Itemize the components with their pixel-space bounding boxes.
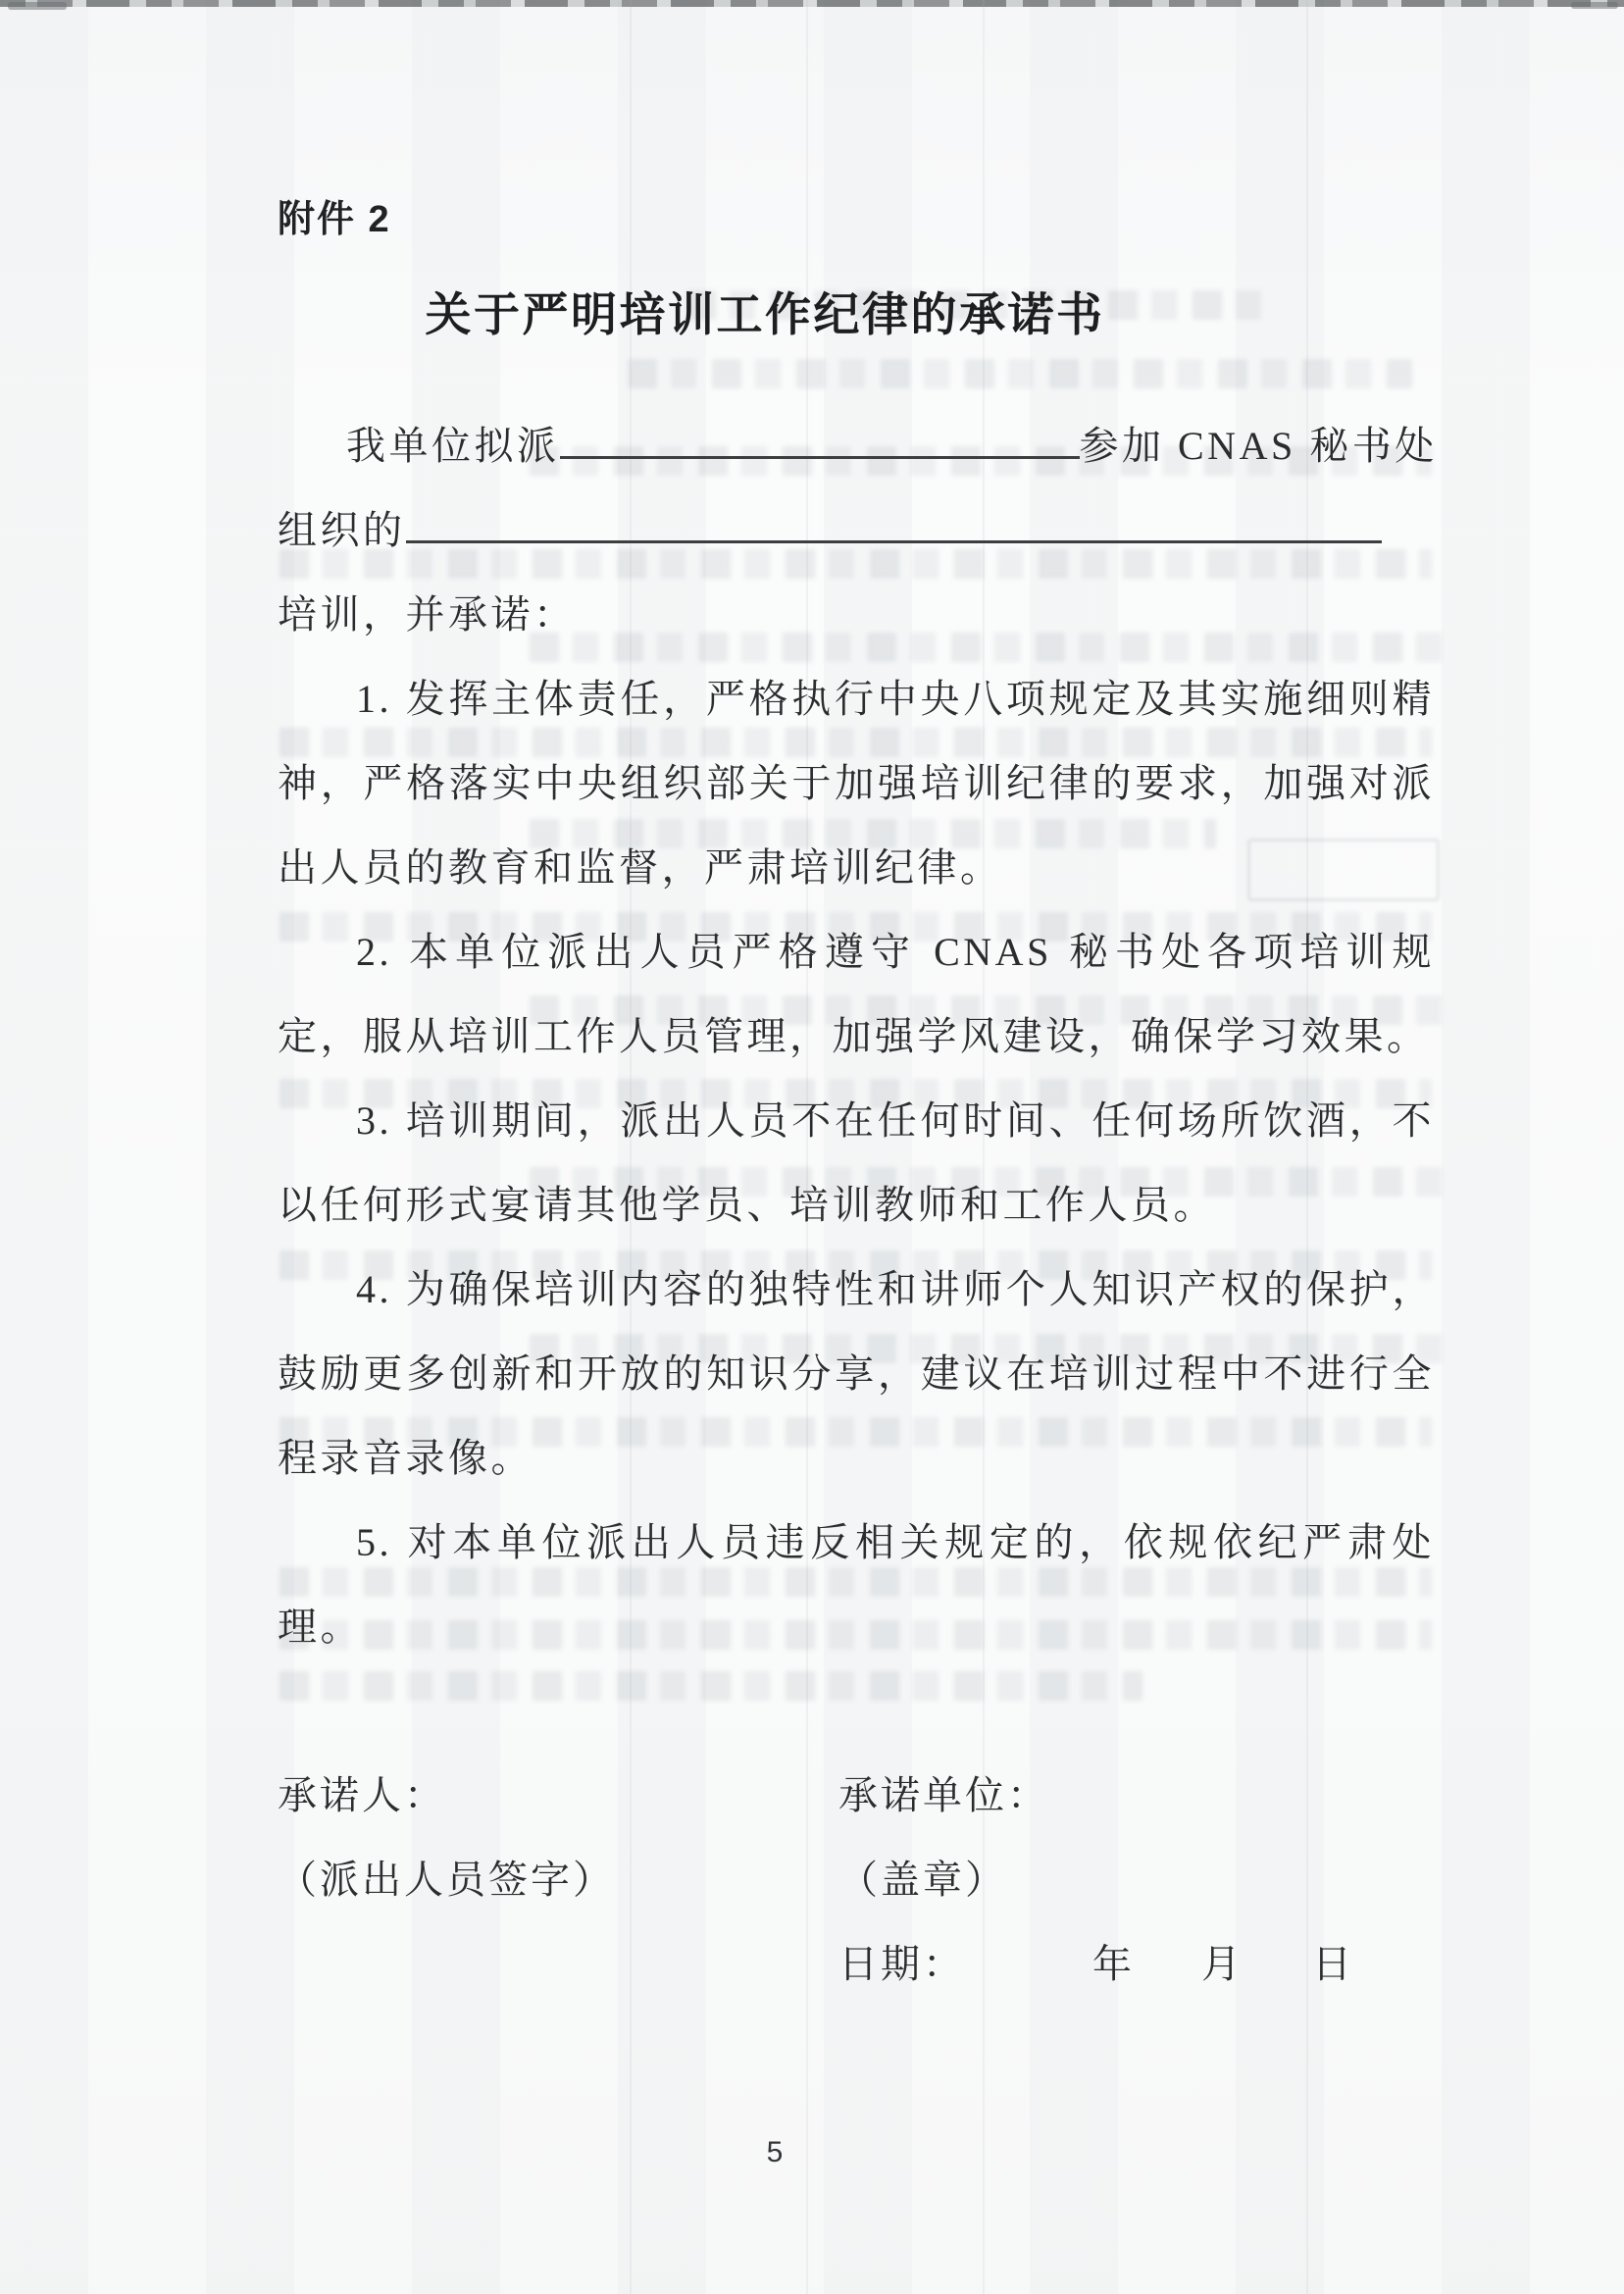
blank-line-training-name	[406, 499, 1382, 543]
date-label: 日期：	[838, 1942, 965, 1986]
day-label: 日	[1312, 1942, 1354, 1986]
unit-label: 承诺单位：	[838, 1773, 1049, 1817]
scan-corner-artifact	[8, 2, 67, 10]
promiser-note: （派出人员签字）	[278, 1858, 615, 1902]
signature-block	[278, 1754, 1435, 2007]
date-line	[838, 1922, 1354, 2007]
intro-text-after-first-blank: 参加 CNAS 秘书处	[1079, 424, 1438, 468]
document-body	[278, 404, 1438, 1669]
clause-5: 5. 对本单位派出人员违反相关规定的，依规依纪严肃处理。	[278, 1520, 1435, 1649]
unit-note: （盖章）	[838, 1858, 1007, 1902]
attachment-label: 附件 2	[278, 199, 391, 240]
intro-line-1	[278, 404, 1438, 488]
bleed-through	[628, 359, 1412, 388]
clause-2: 2. 本单位派出人员严格遵守 CNAS 秘书处各项培训规定，服从培训工作人员管理，加强学风建设，确保学习效果。	[278, 930, 1435, 1058]
intro-line-2	[278, 488, 1435, 573]
signature-spacer	[278, 1922, 838, 2007]
scan-edge-artifact	[0, 0, 1624, 7]
clause-3: 3. 培训期间，派出人员不在任何时间、任何场所饮酒，不以任何形式宴请其他学员、培训教师和工作人员。	[278, 1098, 1435, 1227]
intro-line-3	[278, 573, 1435, 657]
intro-text-before-second-blank: 组织的	[278, 508, 406, 552]
clause-4: 4. 为确保培训内容的独特性和讲师个人知识产权的保护，鼓励更多创新和开放的知识分享，建议在培训过程中不进行全程录音录像。	[278, 1267, 1435, 1480]
promiser-label: 承诺人：	[278, 1773, 446, 1817]
scan-corner-artifact	[1571, 2, 1618, 9]
intro-text-after-blanks: 培训，并承诺：	[278, 592, 577, 637]
month-label: 月	[1201, 1942, 1243, 1986]
page-number: 5	[766, 2136, 784, 2168]
year-label: 年	[1092, 1942, 1135, 1986]
document-title: 关于严明培训工作纪律的承诺书	[425, 288, 1105, 340]
intro-text-before-first-blank: 我单位拟派	[346, 424, 560, 468]
bleed-through	[279, 1671, 1142, 1701]
blank-line-trainee-names	[560, 415, 1080, 459]
clause-1: 1. 发挥主体责任，严格执行中央八项规定及其实施细则精神，严格落实中央组织部关于加强培训纪律的要求，加强对派出人员的教育和监督，严肃培训纪律。	[278, 677, 1435, 890]
